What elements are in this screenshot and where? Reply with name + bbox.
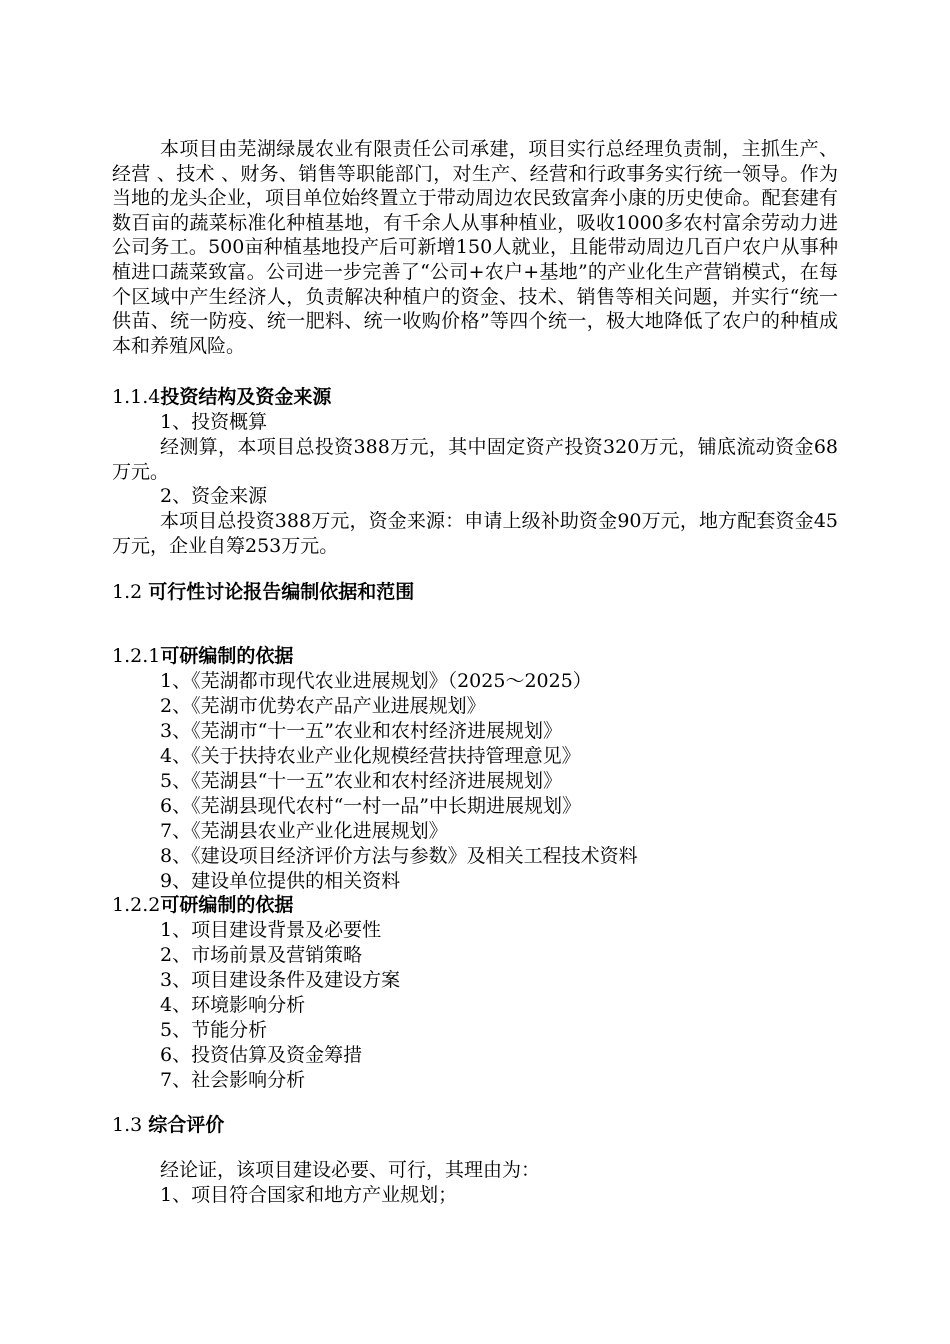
section-heading-1-2 xyxy=(112,580,414,604)
section-heading-1-1-4 xyxy=(112,385,331,409)
basis-list-item: 1、《芜湖都市现代农业进展规划》（2025～2025） xyxy=(160,670,592,692)
section-number: 1.2.2 xyxy=(112,894,161,916)
section-title: 投资结构及资金来源 xyxy=(160,386,332,408)
investment-item-2-label: 2、资金来源 xyxy=(160,485,268,507)
section-number: 1.1.4 xyxy=(112,386,161,408)
scope-list-item: 3、项目建设条件及建设方案 xyxy=(160,969,401,991)
scope-list-item: 7、社会影响分析 xyxy=(160,1069,306,1091)
investment-item-1-label: 1、投资概算 xyxy=(160,411,268,433)
basis-list-item: 2、《芜湖市优势农产品产业进展规划》 xyxy=(160,695,486,717)
section-number: 1.3 xyxy=(112,1114,143,1136)
section-title: 可研编制的依据 xyxy=(160,894,294,916)
basis-list-item: 3、《芜湖市“十一五”农业和农村经济进展规划》 xyxy=(160,720,563,742)
intro-paragraph: 本项目由芜湖绿晟农业有限责任公司承建，项目实行总经理负责制，主抓生产、经营 、技术 、财务、销售等职能部门，对生产、经营和行政事务实行统一领导。作为当地的龙头企业，项目单位始终置立于带动周边农民致富奔小康的历史使命。配套建有数百亩的蔬菜标准化种植基地，有千余人从事种植业，吸收1000多农村富余劳动力进公司务工。500亩种植基地投产后可新增150人就业，且能带动周边几百户农户从事种植进口蔬菜致富。公司进一步完善了“公司+农户+基地”的产业化生产营销模式，在每个区域中产生经济人，负责解决种植户的资金、技术、销售等相关问题，并实行“统一供苗、统一防疫、统一肥料、统一收购价格”等四个统一，极大地降低了农户的种植成本和养殖风险。 xyxy=(112,138,838,357)
basis-list-item: 9、建设单位提供的相关资料 xyxy=(160,870,401,892)
section-number: 1.2 xyxy=(112,581,143,603)
section-heading-1-3 xyxy=(112,1113,224,1137)
investment-item-1-text: 经测算，本项目总投资388万元，其中固定资产投资320万元，铺底流动资金68万元。 xyxy=(112,436,838,483)
scope-list-item: 5、节能分析 xyxy=(160,1019,268,1041)
investment-item-2-text: 本项目总投资388万元，资金来源：申请上级补助资金90万元，地方配套资金45万元，企业自筹253万元。 xyxy=(112,510,838,557)
section-title: 可研编制的依据 xyxy=(160,645,294,667)
basis-list-item: 5、《芜湖县“十一五”农业和农村经济进展规划》 xyxy=(160,770,563,792)
scope-list-item: 4、环境影响分析 xyxy=(160,994,306,1016)
scope-list-item: 6、投资估算及资金筹措 xyxy=(160,1044,363,1066)
section-title: 可行性讨论报告编制依据和范围 xyxy=(148,581,415,603)
evaluation-intro: 经论证，该项目建设必要、可行，其理由为： xyxy=(160,1159,541,1181)
section-number: 1.2.1 xyxy=(112,645,161,667)
basis-list-item: 8、《建设项目经济评价方法与参数》及相关工程技术资料 xyxy=(160,845,638,867)
evaluation-list-item: 1、项目符合国家和地方产业规划； xyxy=(160,1184,458,1206)
section-heading-1-2-1 xyxy=(112,644,293,668)
section-title: 综合评价 xyxy=(148,1114,225,1136)
basis-list-item: 6、《芜湖县现代农村“一村一品”中长期进展规划》 xyxy=(160,795,582,817)
basis-list-item: 7、《芜湖县农业产业化进展规划》 xyxy=(160,820,448,842)
scope-list-item: 2、市场前景及营销策略 xyxy=(160,944,363,966)
scope-list-item: 1、项目建设背景及必要性 xyxy=(160,919,382,941)
basis-list-item: 4、《关于扶持农业产业化规模经营扶持管理意见》 xyxy=(160,745,581,767)
section-heading-1-2-2 xyxy=(112,893,293,917)
